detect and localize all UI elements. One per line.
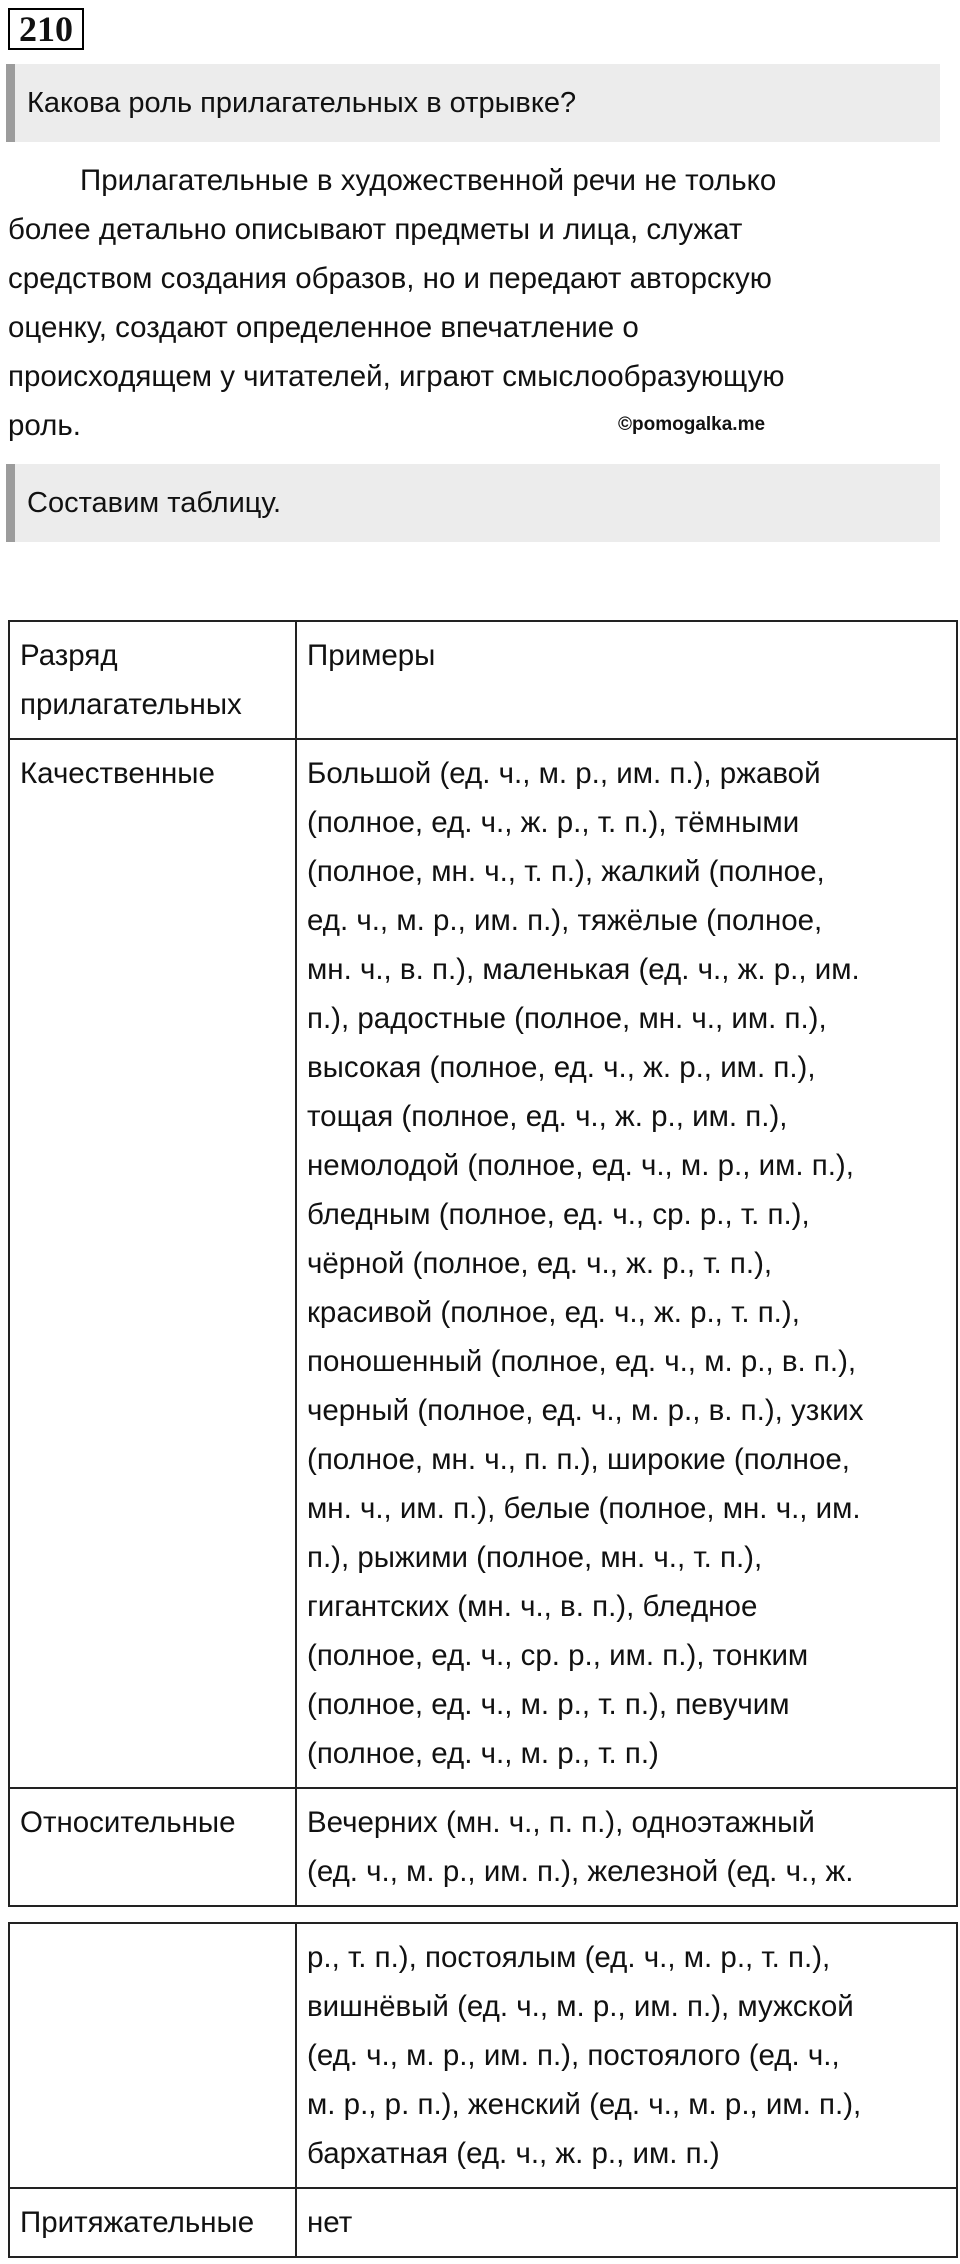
example-line: черный (полное, ед. ч., м. р., в. п.), узких: [307, 1394, 864, 1427]
example-line: поношенный (полное, ед. ч., м. р., в. п.),: [307, 1345, 857, 1378]
header-category-line: прилагательных: [20, 688, 242, 721]
example-line: бархатная (ед. ч., ж. р., им. п.): [307, 2137, 720, 2170]
example-line: (ед. ч., м. р., им. п.), железной (ед. ч., ж.: [307, 1855, 854, 1888]
answer-line: Прилагательные в художественной речи не только: [80, 164, 777, 197]
header-examples-cell: [296, 621, 957, 739]
category-label: Притяжательные: [20, 2206, 255, 2239]
table-row-relative: [9, 1788, 957, 1906]
example-line: Большой (ед. ч., м. р., им. п.), ржавой: [307, 757, 821, 790]
question-banner: [6, 64, 940, 142]
example-line: тощая (полное, ед. ч., ж. р., им. п.),: [307, 1100, 788, 1133]
category-label: Относительные: [20, 1806, 236, 1839]
example-line: (полное, ед. ч., м. р., т. п.): [307, 1737, 659, 1770]
adjective-table: [8, 620, 958, 1907]
task-number: 210: [8, 8, 84, 50]
category-cell: [9, 2188, 296, 2257]
example-line: п.), радостные (полное, мн. ч., им. п.),: [307, 1002, 827, 1035]
category-cell: [9, 739, 296, 1788]
question-text: Какова роль прилагательных в отрывке?: [27, 87, 577, 119]
example-line: мн. ч., им. п.), белые (полное, мн. ч., им.: [307, 1492, 861, 1525]
header-examples-text: Примеры: [307, 639, 436, 672]
example-line: гигантских (мн. ч., в. п.), бледное: [307, 1590, 758, 1623]
example-line: м. р., р. п.), женский (ед. ч., м. р., им. п.),: [307, 2088, 862, 2121]
example-line: (полное, мн. ч., т. п.), жалкий (полное,: [307, 855, 825, 888]
answer-line: средством создания образов, но и передают авторскую: [8, 262, 772, 295]
table-header-row: [9, 621, 957, 739]
examples-cell: [296, 1923, 957, 2188]
example-line: (полное, ед. ч., ср. р., им. п.), тонким: [307, 1639, 809, 1672]
table-row-possessive: [9, 2188, 957, 2257]
header-category-line: Разряд: [20, 639, 118, 672]
answer-paragraph: [8, 156, 938, 450]
example-line: (ед. ч., м. р., им. п.), постоялого (ед. ч.,: [307, 2039, 840, 2072]
example-line: мн. ч., в. п.), маленькая (ед. ч., ж. р., им.: [307, 953, 860, 986]
table-row-qualitative: [9, 739, 957, 1788]
answer-line: более детально описывают предметы и лица, служат: [8, 213, 743, 246]
example-line: немолодой (полное, ед. ч., м. р., им. п.),: [307, 1149, 854, 1182]
example-line: нет: [307, 2206, 353, 2239]
answer-line: происходящем у читателей, играют смыслообразующую: [8, 360, 785, 393]
table-intro-banner: [6, 464, 940, 542]
example-line: высокая (полное, ед. ч., ж. р., им. п.),: [307, 1051, 816, 1084]
table-row-relative-continued: [9, 1923, 957, 2188]
adjective-table-continued: [8, 1922, 958, 2258]
examples-cell: [296, 1788, 957, 1906]
answer-line: роль.: [8, 409, 81, 442]
example-line: (полное, мн. ч., п. п.), широкие (полное,: [307, 1443, 850, 1476]
header-category-cell: [9, 621, 296, 739]
category-cell: [9, 1788, 296, 1906]
examples-cell: [296, 739, 957, 1788]
examples-cell: [296, 2188, 957, 2257]
example-line: (полное, ед. ч., м. р., т. п.), певучим: [307, 1688, 790, 1721]
example-line: чёрной (полное, ед. ч., ж. р., т. п.),: [307, 1247, 773, 1280]
watermark: ©pomogalka.me: [618, 414, 766, 435]
example-line: бледным (полное, ед. ч., ср. р., т. п.),: [307, 1198, 810, 1231]
table-intro-text: Составим таблицу.: [27, 487, 282, 519]
example-line: красивой (полное, ед. ч., ж. р., т. п.),: [307, 1296, 800, 1329]
category-label: Качественные: [20, 757, 215, 790]
answer-line: оценку, создают определенное впечатление о: [8, 311, 639, 344]
example-line: (полное, ед. ч., ж. р., т. п.), тёмными: [307, 806, 800, 839]
example-line: вишнёвый (ед. ч., м. р., им. п.), мужской: [307, 1990, 854, 2023]
category-cell: [9, 1923, 296, 2188]
example-line: п.), рыжими (полное, мн. ч., т. п.),: [307, 1541, 763, 1574]
example-line: ед. ч., м. р., им. п.), тяжёлые (полное,: [307, 904, 823, 937]
example-line: Вечерних (мн. ч., п. п.), одноэтажный: [307, 1806, 815, 1839]
example-line: р., т. п.), постоялым (ед. ч., м. р., т. п.),: [307, 1941, 831, 1974]
